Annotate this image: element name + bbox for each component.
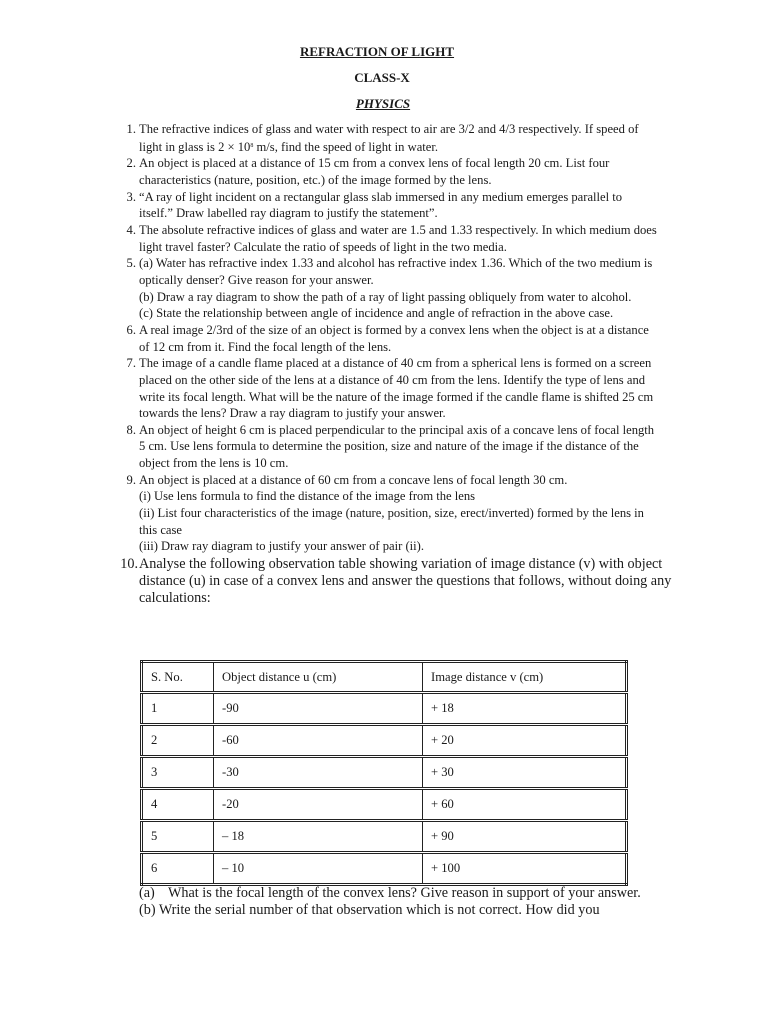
table-cell: 6 <box>142 853 214 885</box>
table-header-cell: S. No. <box>142 662 214 693</box>
table-cell: – 10 <box>214 853 423 885</box>
table-cell: – 18 <box>214 821 423 853</box>
sub-questions <box>139 885 669 918</box>
question-8: 8. An object of height 6 cm is placed perpendicular to the principal axis of a concave lens of focal length 5 cm. Use lens formula to determine the position, size and nature of the image if the distance of the object from the lens is 10 cm. <box>126 422 655 471</box>
table-cell: 3 <box>142 757 214 789</box>
table-header-cell: Image distance v (cm) <box>423 662 627 693</box>
document-title: REFRACTION OF LIGHT <box>299 44 455 59</box>
sub-question-a: (a) What is the focal length of the convex lens? Give reason in support of your answer. <box>139 885 641 901</box>
table-cell: 1 <box>142 693 214 725</box>
table-cell: -90 <box>214 693 423 725</box>
question-6: 6. A real image 2/3rd of the size of an object is formed by a convex lens when the object is at a distance of 12 cm from it. Find the focal length of the lens. <box>126 322 649 354</box>
table-cell: + 30 <box>423 757 627 789</box>
question-9: 9. An object is placed at a distance of 60 cm from a concave lens of focal length 30 cm. (i) Use lens formula to find the distance of the image from the lens (ii) List four characteristics of the image (nature, position, size, erect/inverted) formed by the lens in this case (iii) Draw ray diagram to justify your answer of pair (ii). <box>126 472 644 554</box>
class-heading: CLASS-X <box>354 70 410 85</box>
table-header-cell: Object distance u (cm) <box>214 662 423 693</box>
question-4: 4. The absolute refractive indices of glass and water are 1.5 and 1.33 respectively. In which medium does light travel faster? Calculate the ratio of speeds of light in the two media. <box>126 222 657 254</box>
table-row <box>142 725 627 757</box>
question-1: 1. The refractive indices of glass and water with respect to air are 3/2 and 4/3 respectively. If speed of light in glass is $2 \times 10^8$ m/s, find the speed of light in water. <box>126 122 639 154</box>
table-cell: 5 <box>142 821 214 853</box>
table-cell: + 60 <box>423 789 627 821</box>
table-cell: 4 <box>142 789 214 821</box>
question-10: 10. Analyse the following observation table showing variation of image distance (v) with object distance (u) in case of a convex lens and answer the questions that follows, without doing any calculations: <box>120 556 672 607</box>
table-header-row <box>142 662 627 693</box>
question-list <box>0 121 768 607</box>
table-row <box>142 821 627 853</box>
question-3: 3. “A ray of light incident on a rectangular glass slab immersed in any medium emerges parallel to itself.” Draw labelled ray diagram to justify the statement”. <box>126 189 623 221</box>
table-cell: -30 <box>214 757 423 789</box>
sub-question-b: (b) Write the serial number of that observation which is not correct. How did you <box>139 901 600 918</box>
table-cell: + 100 <box>423 853 627 885</box>
table-cell: + 20 <box>423 725 627 757</box>
observation-table <box>140 660 628 886</box>
question-5: 5. (a) Water has refractive index 1.33 and alcohol has refractive index 1.36. Which of the two medium is optically denser? Give reason for your answer. (b) Draw a ray diagram to show the path of a ray of light passing obliquely from water to alcohol. (c) State the relationship between angle of incidence and angle of refraction in the above case. <box>126 256 653 321</box>
table-cell: -60 <box>214 725 423 757</box>
table-row <box>142 693 627 725</box>
table-row <box>142 789 627 821</box>
table-cell: 2 <box>142 725 214 757</box>
question-7: 7. The image of a candle flame placed at a distance of 40 cm from a spherical lens is formed on a screen placed on the other side of the lens at a distance of 40 cm from the lens. Identify the type of lens and write its focal length. What will be the nature of the image formed if the candle flame is shifted 25 cm towards the lens? Draw a ray diagram to justify your answer. <box>126 356 654 421</box>
question-2: 2. An object is placed at a distance of 15 cm from a convex lens of focal length 20 cm. List four characteristics (nature, position, etc.) of the image formed by the lens. <box>126 156 610 187</box>
subject-heading: PHYSICS <box>355 96 411 111</box>
table-row <box>142 853 627 885</box>
table-cell: -20 <box>214 789 423 821</box>
table-row <box>142 757 627 789</box>
table-cell: + 18 <box>423 693 627 725</box>
table-cell: + 90 <box>423 821 627 853</box>
